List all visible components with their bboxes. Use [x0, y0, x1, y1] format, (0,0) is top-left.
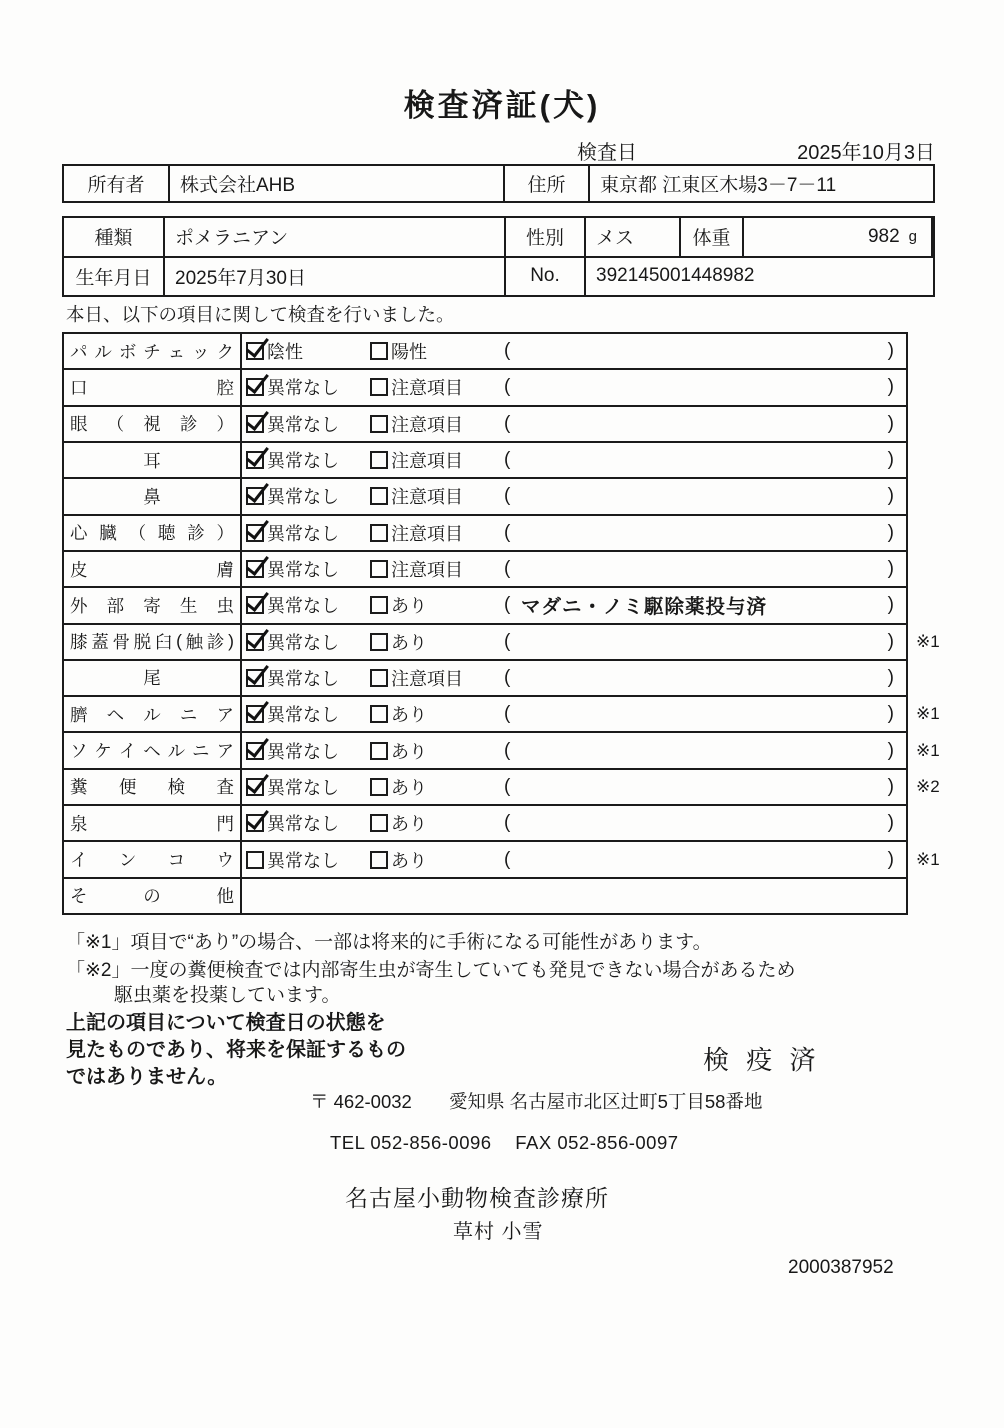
item-label-char: ン — [118, 850, 137, 871]
remarks-paren-open: ( — [504, 775, 511, 797]
remarks-paren-close: ) — [887, 703, 894, 725]
unchecked-checkbox-icon[interactable] — [370, 705, 388, 723]
checklist-row — [64, 552, 906, 588]
checked-checkbox-icon[interactable] — [246, 487, 264, 505]
item-result-area — [242, 516, 906, 550]
weight-number: 982 — [867, 225, 900, 247]
checklist-row — [64, 625, 940, 661]
footnote-marker: ※1 — [916, 631, 940, 651]
footnote-marker: ※2 — [916, 776, 940, 796]
option-label: 注意項目 — [391, 523, 463, 544]
option-label: 異常なし — [267, 777, 339, 798]
checked-checkbox-icon[interactable] — [246, 415, 264, 433]
item-label — [64, 407, 242, 441]
item-result-area — [242, 588, 906, 622]
unchecked-checkbox-icon[interactable] — [370, 378, 388, 396]
remarks-paren-close: ) — [887, 376, 894, 398]
item-result-area — [242, 334, 906, 368]
remarks-paren-close: ) — [887, 594, 894, 616]
option-label: 異常なし — [267, 596, 339, 617]
item-label-char: ソ — [70, 741, 88, 762]
remarks-paren-open: ( — [504, 376, 511, 398]
result-option — [370, 483, 463, 509]
item-label-char: 生 — [179, 595, 198, 616]
result-option — [370, 738, 427, 764]
item-label-char: （ — [106, 414, 125, 435]
result-option — [370, 338, 427, 364]
checklist-table — [62, 332, 940, 915]
checklist-row — [64, 516, 906, 552]
remarks-paren-open: ( — [504, 449, 511, 471]
result-option — [370, 520, 463, 546]
checked-checkbox-icon[interactable] — [246, 778, 264, 796]
item-result-area — [242, 443, 906, 477]
remarks-paren-close: ) — [887, 739, 894, 761]
checked-checkbox-icon[interactable] — [246, 742, 264, 760]
item-label-char: 臍 — [70, 704, 88, 725]
option-label: 注意項目 — [391, 560, 463, 581]
item-label-char: 門 — [216, 813, 234, 834]
item-result-area — [242, 661, 906, 695]
animal-table — [62, 216, 935, 297]
remarks-paren-open: ( — [504, 558, 511, 580]
result-option — [246, 483, 339, 509]
item-label-char: 診 — [206, 632, 225, 653]
weight-value — [744, 218, 933, 256]
item-label-char: 視 — [143, 414, 161, 435]
checklist-row — [64, 479, 906, 515]
option-label: 注意項目 — [391, 487, 463, 508]
option-label: 異常なし — [267, 814, 339, 835]
remarks-paren-close: ) — [887, 412, 894, 434]
sex-label: 性別 — [506, 218, 586, 256]
item-label-char: ル — [143, 704, 161, 725]
option-label: 異常なし — [267, 523, 339, 544]
checked-checkbox-icon[interactable] — [246, 596, 264, 614]
birthdate-value: 2025年7月30日 — [165, 258, 506, 296]
item-label-char: の — [143, 886, 161, 907]
id-number-value: 392145001448982 — [596, 265, 755, 287]
item-label-char: ア — [216, 704, 234, 725]
disclaimer-line-1: 上記の項目について検査日の状態を — [66, 1012, 386, 1034]
checklist-row — [64, 879, 906, 913]
item-label-char: ケ — [94, 741, 112, 762]
item-label-char: 膚 — [216, 559, 234, 580]
remarks-paren-open: ( — [504, 412, 511, 434]
animal-table-row-1 — [64, 218, 933, 258]
item-label — [64, 479, 242, 513]
veterinarian-name: 草村 小雪 — [453, 1221, 544, 1243]
unchecked-checkbox-icon[interactable] — [370, 487, 388, 505]
clinic-postal-code: 〒 462-0032 — [310, 1091, 412, 1112]
item-label-char: 聴 — [157, 523, 176, 544]
item-label-char: 虫 — [216, 595, 234, 616]
item-label-char: ル — [167, 741, 186, 762]
checked-checkbox-icon[interactable] — [246, 524, 264, 542]
remarks-paren-close: ) — [887, 666, 894, 688]
item-label-char: （ — [128, 523, 147, 544]
owner-label: 所有者 — [64, 166, 170, 201]
item-label — [64, 370, 242, 404]
item-label-char: ェ — [167, 341, 186, 362]
page-title: 検査済証(犬) — [403, 88, 601, 123]
remarks-paren-close: ) — [887, 340, 894, 362]
item-result-area — [242, 879, 906, 913]
result-option — [370, 774, 427, 800]
option-label: 異常なし — [267, 850, 339, 871]
option-label: 注意項目 — [391, 668, 463, 689]
item-label-char: ッ — [192, 341, 210, 362]
item-label-char: パ — [70, 341, 88, 362]
item-label-char: 臼 — [154, 632, 173, 653]
item-result-area — [242, 407, 906, 441]
result-option — [370, 411, 463, 437]
remarks-paren-open: ( — [504, 812, 511, 834]
checklist-row — [64, 661, 906, 697]
clinic-contact-line — [330, 1132, 679, 1154]
remarks-paren-close: ) — [887, 848, 894, 870]
unchecked-checkbox-icon[interactable] — [370, 851, 388, 869]
checklist-row — [64, 407, 906, 443]
option-label: 陰性 — [267, 342, 303, 363]
footnote-marker: ※1 — [916, 704, 940, 724]
checked-checkbox-icon[interactable] — [246, 705, 264, 723]
animal-table-row-2 — [64, 258, 933, 296]
disclaimer-line-3: ではありません。 — [66, 1066, 228, 1088]
item-label-char: 泉 — [70, 813, 88, 834]
remarks-paren-close: ) — [887, 775, 894, 797]
unchecked-checkbox-icon[interactable] — [370, 778, 388, 796]
option-label: あり — [391, 596, 427, 617]
quarantine-passed-stamp: 検 疫 済 — [703, 1045, 821, 1075]
unchecked-checkbox-icon[interactable] — [370, 633, 388, 651]
clinic-tel: TEL 052-856-0096 — [330, 1132, 492, 1153]
item-label-char: 外 — [70, 595, 88, 616]
result-option — [246, 447, 339, 473]
item-result-area — [242, 479, 906, 513]
remarks-paren-open: ( — [504, 848, 511, 870]
item-label-char: 心 — [70, 523, 88, 544]
checklist-row — [64, 733, 940, 769]
item-label-char: 触 — [185, 632, 204, 653]
item-label-char: 骨 — [112, 632, 130, 653]
remarks-paren-close: ) — [887, 521, 894, 543]
item-result-area — [242, 697, 906, 731]
clinic-name: 名古屋小動物検査診療所 — [345, 1185, 609, 1211]
clinic-fax: FAX 052-856-0097 — [515, 1132, 679, 1153]
item-label-char: 膝 — [70, 632, 88, 653]
item-label — [64, 770, 242, 804]
disclaimer-line-2: 見たものであり、将来を保証するもの — [66, 1039, 406, 1061]
birthdate-label: 生年月日 — [64, 258, 165, 296]
footnote-2-line2: 駆虫薬を投薬しています。 — [114, 985, 341, 1006]
remarks-paren-open: ( — [504, 666, 511, 688]
option-label: あり — [391, 777, 427, 798]
item-label — [64, 443, 242, 477]
item-label-char: そ — [70, 886, 88, 907]
weight-label: 体重 — [681, 218, 744, 256]
checklist-row — [64, 370, 906, 406]
checklist-row — [64, 770, 940, 806]
item-label — [64, 334, 242, 368]
item-label — [64, 733, 242, 767]
breed-value: ポメラニアン — [165, 218, 506, 256]
remarks-paren-open: ( — [504, 594, 511, 616]
item-result-area — [242, 842, 906, 876]
item-label-char: 寄 — [143, 595, 161, 616]
remarks-paren-close: ) — [887, 449, 894, 471]
address-label: 住所 — [505, 166, 590, 201]
checked-checkbox-icon[interactable] — [246, 342, 264, 360]
remarks-text: マダニ・ノミ駆除薬投与済 — [521, 596, 768, 619]
item-result-area — [242, 806, 906, 840]
checklist-row — [64, 443, 906, 479]
option-label: あり — [391, 705, 427, 726]
checked-checkbox-icon[interactable] — [246, 451, 264, 469]
footnote-2-line1: 「※2」一度の糞便検査では内部寄生虫が寄生していても発見できない場合があるため — [66, 960, 796, 981]
remarks-paren-open: ( — [504, 485, 511, 507]
item-label — [64, 588, 242, 622]
result-option — [246, 592, 339, 618]
result-option — [370, 374, 463, 400]
weight-unit: g — [908, 228, 917, 246]
item-label-char: ) — [228, 631, 234, 652]
clinic-address-line — [310, 1088, 762, 1114]
unchecked-checkbox-icon[interactable] — [370, 415, 388, 433]
option-label: あり — [391, 741, 427, 762]
item-label-char: 便 — [118, 777, 137, 798]
item-result-area — [242, 552, 906, 586]
result-option — [246, 629, 339, 655]
result-option — [246, 374, 339, 400]
unchecked-checkbox-icon[interactable] — [370, 814, 388, 832]
item-label-char: 尾 — [143, 668, 161, 689]
result-option — [370, 810, 427, 836]
owner-table — [62, 164, 935, 203]
unchecked-checkbox-icon[interactable] — [370, 596, 388, 614]
result-option — [370, 629, 427, 655]
item-label — [64, 697, 242, 731]
option-label: 陽性 — [391, 342, 427, 363]
item-label-char: 蓋 — [91, 632, 109, 653]
option-label: 異常なし — [267, 705, 339, 726]
result-option — [246, 338, 303, 364]
checked-checkbox-icon[interactable] — [246, 669, 264, 687]
item-label — [64, 806, 242, 840]
option-label: 異常なし — [267, 668, 339, 689]
result-option — [246, 810, 339, 836]
item-label-char: 検 — [167, 777, 186, 798]
item-label-char: イ — [70, 850, 88, 871]
result-option — [246, 847, 339, 873]
item-label-char: ） — [216, 523, 234, 544]
unchecked-checkbox-icon[interactable] — [246, 851, 264, 869]
item-result-area — [242, 770, 906, 804]
unchecked-checkbox-icon[interactable] — [370, 451, 388, 469]
intro-sentence: 本日、以下の項目に関して検査を行いました。 — [66, 304, 455, 325]
item-label-char: 糞 — [70, 777, 88, 798]
remarks-paren-open: ( — [504, 521, 511, 543]
item-result-area — [242, 370, 906, 404]
breed-label: 種類 — [64, 218, 165, 256]
result-option — [246, 738, 339, 764]
item-label-char: 診 — [187, 523, 205, 544]
option-label: 異常なし — [267, 632, 339, 653]
checklist-row — [64, 334, 906, 370]
item-label-char: 耳 — [143, 450, 161, 471]
item-label — [64, 516, 242, 550]
item-label-char: ヘ — [143, 741, 161, 762]
result-option — [370, 665, 463, 691]
item-label-char: 腔 — [216, 377, 234, 398]
inspection-date-value: 2025年10月3日 — [797, 142, 935, 164]
item-label-char: ( — [176, 631, 182, 652]
result-option — [370, 556, 463, 582]
footnote-1: 「※1」項目で“あり”の場合、一部は将来的に手術になる可能性があります。 — [66, 932, 712, 953]
owner-value: 株式会社AHB — [170, 166, 505, 201]
checklist-row — [64, 806, 906, 842]
unchecked-checkbox-icon[interactable] — [370, 524, 388, 542]
id-number-label: No. — [506, 258, 586, 296]
option-label: 注意項目 — [391, 451, 463, 472]
item-label — [64, 552, 242, 586]
result-option — [246, 774, 339, 800]
footnote-marker: ※1 — [916, 849, 940, 869]
item-label-char: 査 — [216, 777, 234, 798]
option-label: 異常なし — [267, 487, 339, 508]
item-label — [64, 879, 242, 913]
unchecked-checkbox-icon[interactable] — [370, 742, 388, 760]
item-label-char: 脱 — [133, 632, 152, 653]
checked-checkbox-icon[interactable] — [246, 814, 264, 832]
unchecked-checkbox-icon[interactable] — [370, 669, 388, 687]
item-label-char: 口 — [70, 377, 88, 398]
item-label-char: ク — [216, 341, 234, 362]
unchecked-checkbox-icon[interactable] — [370, 560, 388, 578]
result-option — [370, 847, 427, 873]
checklist-row — [64, 588, 906, 624]
item-result-area — [242, 625, 906, 659]
item-result-area — [242, 733, 906, 767]
address-value: 東京都 江東区木場3－7－11 — [600, 175, 837, 196]
checklist-row — [64, 842, 940, 878]
item-label-char: 鼻 — [143, 486, 161, 507]
item-label-char: 眼 — [70, 414, 88, 435]
item-label-char: 皮 — [70, 559, 88, 580]
remarks-paren-close: ) — [887, 630, 894, 652]
footnote-marker: ※1 — [916, 740, 940, 760]
remarks-paren-open: ( — [504, 340, 511, 362]
result-option — [370, 701, 427, 727]
result-option — [246, 701, 339, 727]
option-label: あり — [391, 814, 427, 835]
inspection-date-label: 検査日 — [577, 142, 637, 164]
item-label-char: イ — [118, 741, 137, 762]
item-label-char: ニ — [179, 704, 198, 725]
result-option — [246, 520, 339, 546]
item-label-char: ル — [94, 341, 112, 362]
remarks-paren-open: ( — [504, 739, 511, 761]
item-label — [64, 661, 242, 695]
remarks-paren-close: ) — [887, 812, 894, 834]
result-option — [370, 447, 463, 473]
option-label: 異常なし — [267, 414, 339, 435]
item-label-char: 臓 — [99, 523, 117, 544]
remarks-paren-close: ) — [887, 558, 894, 580]
option-label: あり — [391, 850, 427, 871]
item-label-char: ボ — [118, 341, 137, 362]
item-label-char: ） — [216, 414, 234, 435]
clinic-address: 愛知県 名古屋市北区辻町5丁目58番地 — [448, 1091, 763, 1112]
result-option — [246, 665, 339, 691]
item-label-char: ア — [216, 741, 234, 762]
result-option — [246, 556, 339, 582]
option-label: 異常なし — [267, 451, 339, 472]
item-label-char: ヘ — [106, 704, 125, 725]
item-label-char: ウ — [216, 850, 234, 871]
option-label: 注意項目 — [391, 414, 463, 435]
item-label-char: 診 — [179, 414, 198, 435]
unchecked-checkbox-icon[interactable] — [370, 342, 388, 360]
remarks-paren-close: ) — [887, 485, 894, 507]
remarks-paren-open: ( — [504, 703, 511, 725]
checklist-row — [64, 697, 940, 733]
result-option — [370, 592, 427, 618]
item-label-char: ニ — [192, 741, 210, 762]
item-label — [64, 625, 242, 659]
option-label: あり — [391, 632, 427, 653]
remarks-paren-open: ( — [504, 630, 511, 652]
item-label-char: 他 — [216, 886, 234, 907]
item-label-char: コ — [167, 850, 186, 871]
option-label: 注意項目 — [391, 378, 463, 399]
item-label-char: 部 — [106, 595, 125, 616]
item-label-char: チ — [143, 341, 161, 362]
sex-value: メス — [586, 218, 681, 256]
option-label: 異常なし — [267, 378, 339, 399]
checked-checkbox-icon[interactable] — [246, 378, 264, 396]
checked-checkbox-icon[interactable] — [246, 633, 264, 651]
serial-number: 2000387952 — [788, 1257, 894, 1278]
option-label: 異常なし — [267, 741, 339, 762]
item-label — [64, 842, 242, 876]
option-label: 異常なし — [267, 560, 339, 581]
result-option — [246, 411, 339, 437]
checked-checkbox-icon[interactable] — [246, 560, 264, 578]
